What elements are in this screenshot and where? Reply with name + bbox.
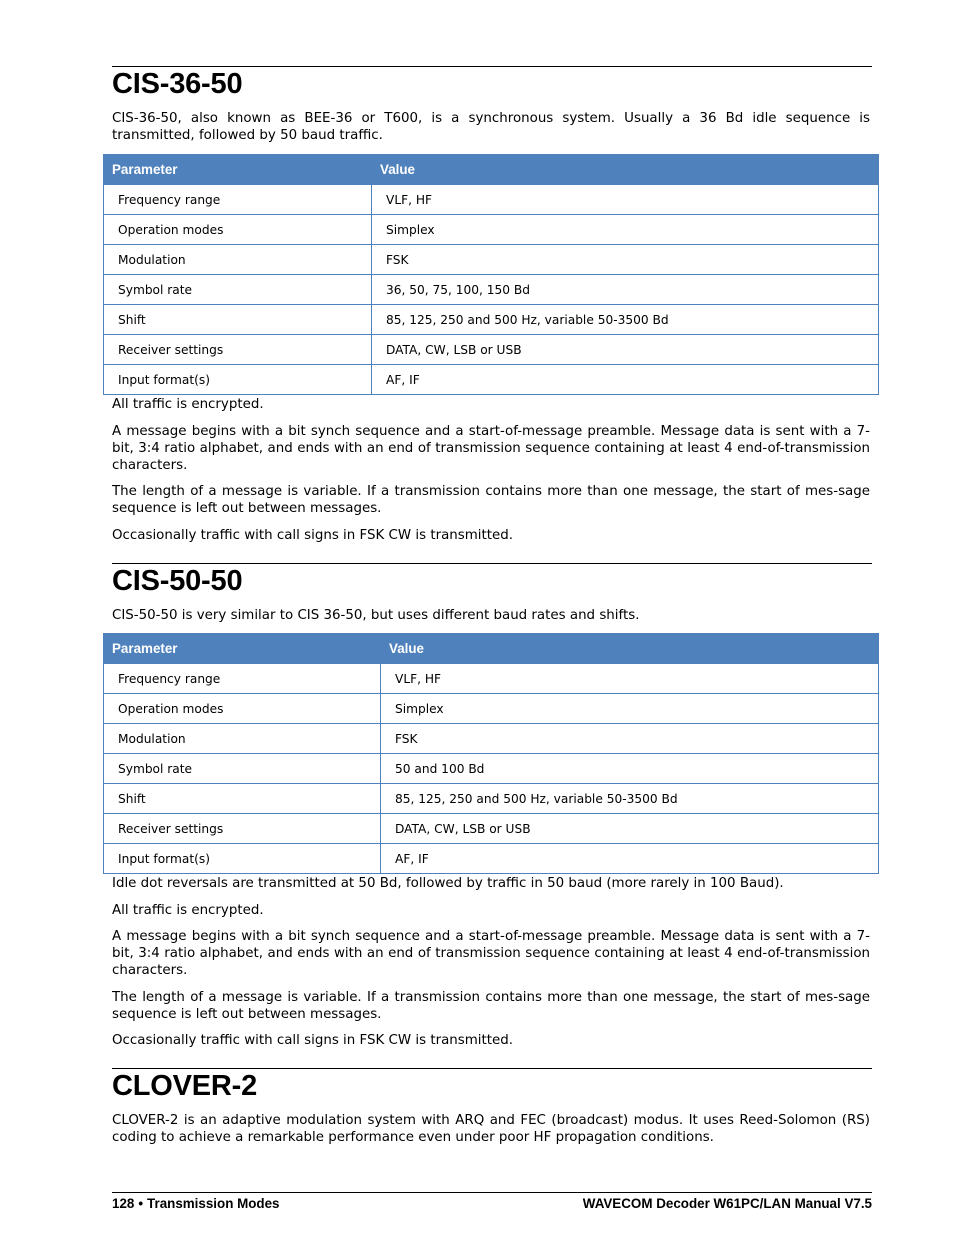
table-row xyxy=(104,754,879,784)
body-paragraph: A message begins with a bit synch sequence and a start-of-message preamble. Message data is sent with a 7-bit, 3:4 ratio alphabet, and ends with an end of transmission sequence containing at least 4 end-of-transmission characters. xyxy=(112,424,870,473)
section-rule xyxy=(112,66,872,67)
body-paragraph: A message begins with a bit synch sequence and a start-of-message preamble. Message data is sent with a 7-bit, 3:4 ratio alphabet, and ends with an end of transmission sequence containing at least 4 end-of-transmission characters. xyxy=(112,929,870,978)
table-header-value: Value xyxy=(372,155,879,185)
table-cell-value: FSK xyxy=(372,245,879,275)
table-row xyxy=(104,215,879,245)
table-cell-value: DATA, CW, LSB or USB xyxy=(372,335,879,365)
table-cell-parameter: Frequency range xyxy=(104,664,381,694)
chapter-title: Transmission Modes xyxy=(147,1196,280,1211)
body-paragraph: Occasionally traffic with call signs in FSK CW is transmitted. xyxy=(112,528,513,543)
table-header-value: Value xyxy=(381,634,879,664)
table-row xyxy=(104,664,879,694)
table-header-parameter: Parameter xyxy=(104,155,372,185)
table-cell-value: 85, 125, 250 and 500 Hz, variable 50-3500 Bd xyxy=(372,305,879,335)
page-number: 128 xyxy=(112,1196,135,1211)
table-cell-value: FSK xyxy=(381,724,879,754)
table-row xyxy=(104,335,879,365)
table-cell-parameter: Shift xyxy=(104,784,381,814)
table-row xyxy=(104,694,879,724)
section-title: CIS-50-50 xyxy=(112,565,243,597)
table-header-row xyxy=(104,634,879,664)
table-row xyxy=(104,365,879,395)
section-title: CIS-36-50 xyxy=(112,68,243,100)
section-intro: CIS-36-50, also known as BEE-36 or T600, is a synchronous system. Usually a 36 Bd idle sequence is transmitted, followed by 50 baud traffic. xyxy=(112,111,870,143)
table-row xyxy=(104,305,879,335)
footer-left xyxy=(112,1196,280,1211)
parameter-table xyxy=(103,154,879,395)
table-cell-parameter: Receiver settings xyxy=(104,814,381,844)
table-cell-value: 50 and 100 Bd xyxy=(381,754,879,784)
body-paragraph: Idle dot reversals are transmitted at 50 Bd, followed by traffic in 50 baud (more rarely in 100 Baud). xyxy=(112,876,784,891)
table-cell-parameter: Input format(s) xyxy=(104,844,381,874)
body-paragraph: The length of a message is variable. If a transmission contains more than one message, the start of mes-sage sequence is left out between messages. xyxy=(112,990,870,1022)
body-paragraph: All traffic is encrypted. xyxy=(112,397,264,412)
table-header-row xyxy=(104,155,879,185)
table-cell-parameter: Shift xyxy=(104,305,372,335)
body-paragraph: Occasionally traffic with call signs in FSK CW is transmitted. xyxy=(112,1033,513,1048)
section-rule xyxy=(112,563,872,564)
table-cell-parameter: Receiver settings xyxy=(104,335,372,365)
table-row xyxy=(104,185,879,215)
table-row xyxy=(104,275,879,305)
table-cell-value: 85, 125, 250 and 500 Hz, variable 50-3500 Bd xyxy=(381,784,879,814)
parameter-table xyxy=(103,633,879,874)
table-cell-parameter: Modulation xyxy=(104,724,381,754)
body-paragraph: All traffic is encrypted. xyxy=(112,903,264,918)
table-cell-parameter: Frequency range xyxy=(104,185,372,215)
table-row xyxy=(104,784,879,814)
manual-title: WAVECOM Decoder W61PC/LAN Manual V7.5 xyxy=(582,1196,872,1211)
table-cell-value: Simplex xyxy=(381,694,879,724)
table-cell-value: Simplex xyxy=(372,215,879,245)
table-cell-parameter: Operation modes xyxy=(104,694,381,724)
table-cell-parameter: Modulation xyxy=(104,245,372,275)
table-row xyxy=(104,844,879,874)
section-rule xyxy=(112,1068,872,1069)
footer-rule xyxy=(112,1192,872,1193)
footer-bullet: • xyxy=(138,1196,144,1211)
table-cell-parameter: Input format(s) xyxy=(104,365,372,395)
table-cell-value: AF, IF xyxy=(372,365,879,395)
table-cell-value: VLF, HF xyxy=(381,664,879,694)
table-cell-parameter: Symbol rate xyxy=(104,275,372,305)
section-intro: CLOVER-2 is an adaptive modulation system with ARQ and FEC (broadcast) modus. It uses Reed-Solomon (RS) coding to achieve a remarkable performance even under poor HF propagation conditions. xyxy=(112,1113,870,1145)
table-cell-value: DATA, CW, LSB or USB xyxy=(381,814,879,844)
table-row xyxy=(104,245,879,275)
table-row xyxy=(104,814,879,844)
table-cell-parameter: Symbol rate xyxy=(104,754,381,784)
body-paragraph: The length of a message is variable. If a transmission contains more than one message, the start of mes-sage sequence is left out between messages. xyxy=(112,484,870,516)
section-title: CLOVER-2 xyxy=(112,1070,258,1102)
table-cell-value: AF, IF xyxy=(381,844,879,874)
table-cell-value: 36, 50, 75, 100, 150 Bd xyxy=(372,275,879,305)
table-cell-value: VLF, HF xyxy=(372,185,879,215)
table-header-parameter: Parameter xyxy=(104,634,381,664)
table-cell-parameter: Operation modes xyxy=(104,215,372,245)
section-intro: CIS-50-50 is very similar to CIS 36-50, but uses different baud rates and shifts. xyxy=(112,608,640,623)
table-row xyxy=(104,724,879,754)
